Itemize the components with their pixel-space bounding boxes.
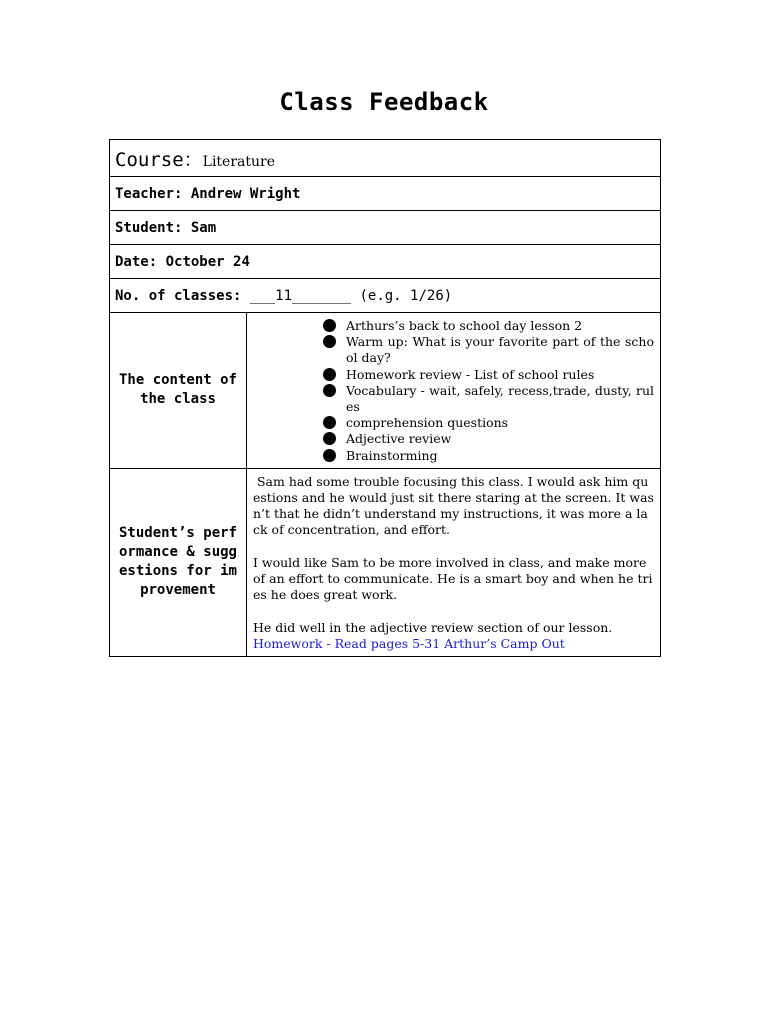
classes-label: No. of classes: [115,287,242,304]
course-cell [110,140,661,177]
list-item: Homework review - List of school rules [323,367,654,383]
bullet-icon [323,416,336,429]
date-label: Date: [115,253,158,270]
list-item: Arthurs’s back to school day lesson 2 [323,318,654,334]
bullet-icon [323,449,336,462]
teacher-cell [110,177,661,211]
classes-row [110,279,661,313]
teacher-label: Teacher: [115,185,183,202]
content-label: The content of the class [110,313,247,469]
list-item: Vocabulary - wait, safely, recess,trade, dusty, rules [323,383,654,415]
student-label: Student: [115,219,183,236]
list-item: comprehension questions [323,415,654,431]
bullet-icon [323,335,336,348]
list-item: Warm up: What is your favorite part of the school day? [323,334,654,366]
performance-row [110,468,661,656]
performance-paragraph: I would like Sam to be more involved in class, and make more of an effort to communicate. He is a smart boy and when he tries he does great work. [253,554,653,603]
list-item: Brainstorming [323,448,654,464]
course-row [110,140,661,177]
course-label: Course： [115,148,203,171]
bullet-icon [323,432,336,445]
list-item: Adjective review [323,431,654,447]
student-value: Sam [190,219,217,236]
teacher-value: Andrew Wright [190,185,301,202]
date-cell [110,245,661,279]
bullet-icon [323,368,336,381]
date-value: October 24 [165,253,250,270]
performance-paragraph: Sam had some trouble focusing this class. I would ask him questions and he would just sit there staring at the screen. It wasn’t that he didn’t understand my instructions, it was more a lack of concentration, and effort. [253,473,654,538]
student-cell [110,211,661,245]
date-row [110,245,661,279]
performance-cell [247,468,661,656]
feedback-table [109,139,661,657]
course-value: Literature [202,153,275,170]
student-row [110,211,661,245]
content-cell [247,313,661,469]
teacher-row [110,177,661,211]
performance-paragraph: He did well in the adjective review section of our lesson. [253,619,613,635]
classes-value: ___11_______ [249,287,352,304]
bullet-icon [323,319,336,332]
content-list [253,318,654,464]
classes-cell [110,279,661,313]
bullet-icon [323,384,336,397]
performance-label: Student’s performance & suggestions for improvement [110,468,247,656]
page-title: Class Feedback [279,88,489,116]
classes-example: (e.g. 1/26) [359,287,453,304]
homework-note: Homework - Read pages 5-31 Arthur’s Camp Out [253,635,565,651]
content-row [110,313,661,469]
